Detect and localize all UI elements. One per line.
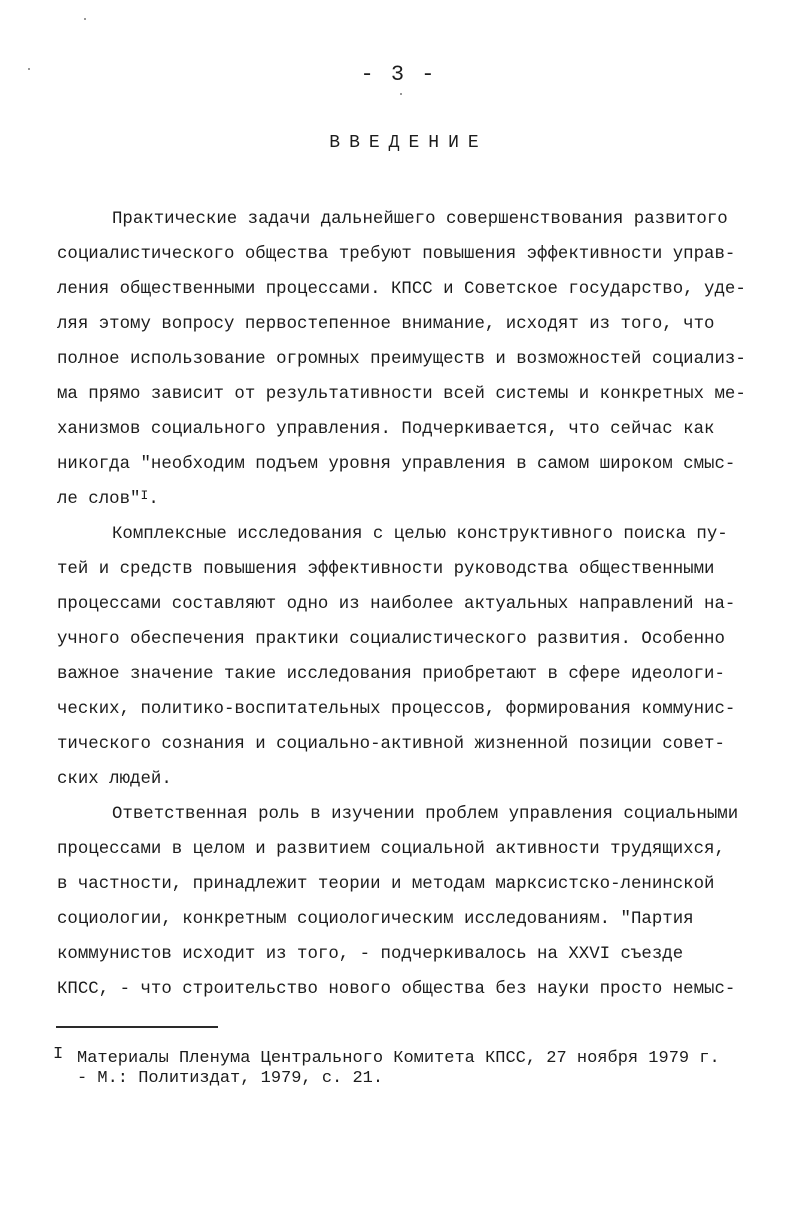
dust-speck: [400, 93, 402, 95]
text-line: никогда "необходим подъем уровня управления в самом широком смыс-: [57, 455, 736, 474]
dust-speck: [84, 18, 86, 20]
body-text: [57, 202, 767, 1007]
text-line: Комплексные исследования с целью конструктивного поиска пу-: [112, 525, 728, 544]
footnote-line: Материалы Пленума Центрального Комитета КПСС, 27 ноября 1979 г.: [77, 1049, 720, 1068]
text-line: ческих, политико-воспитательных процессов, формирования коммунис-: [57, 700, 736, 719]
page-number: - 3 -: [360, 62, 437, 87]
text-line: тей и средств повышения эффективности руководства общественными: [57, 560, 715, 579]
text-line-with-footnote: [57, 482, 767, 517]
text-line: ма прямо зависит от результативности всей системы и конкретных ме-: [57, 385, 746, 404]
text-line: ханизмов социального управления. Подчеркивается, что сейчас как: [57, 420, 715, 439]
text-line: Практические задачи дальнейшего совершенствования развитого: [112, 210, 728, 229]
text-line: учного обеспечения практики социалистического развития. Особенно: [57, 630, 725, 649]
text-line: процессами составляют одно из наиболее актуальных направлений на-: [57, 595, 736, 614]
paragraph-2: [57, 517, 767, 797]
text-line: социалистического общества требуют повышения эффективности управ-: [57, 245, 736, 264]
text-line: тического сознания и социально-активной жизненной позиции совет-: [57, 735, 725, 754]
footnote-line: - М.: Политиздат, 1979, с. 21.: [77, 1069, 384, 1088]
footnote: [53, 1045, 773, 1089]
footnote-reference[interactable]: I: [140, 488, 149, 503]
text-line: КПСС, - что строительство нового общества без науки просто немыс-: [57, 980, 736, 999]
text-line: ления общественными процессами. КПСС и Советское государство, уде-: [57, 280, 746, 299]
text-line: ляя этому вопросу первостепенное внимание, исходят из того, что: [57, 315, 715, 334]
text-line: важное значение такие исследования приобретают в сфере идеологи-: [57, 665, 725, 684]
paragraph-1: [57, 202, 767, 517]
text-line: социологии, конкретным социологическим исследованиям. "Партия: [57, 910, 694, 929]
text-line: полное использование огромных преимуществ и возможностей социализ-: [57, 350, 746, 369]
paragraph-3: [57, 797, 767, 1007]
text-fragment: ле слов": [57, 490, 141, 509]
section-title: ВВЕДЕНИЕ: [329, 133, 488, 153]
text-line: Ответственная роль в изучении проблем управления социальными: [112, 805, 739, 824]
footnote-divider: [56, 1026, 218, 1028]
text-line: процессами в целом и развитием социальной активности трудящихся,: [57, 840, 725, 859]
text-line: в частности, принадлежит теории и методам марксистско-ленинской: [57, 875, 715, 894]
text-fragment: .: [148, 490, 159, 509]
text-line: ских людей.: [57, 770, 172, 789]
footnote-mark: I: [53, 1045, 64, 1064]
text-line: коммунистов исходит из того, - подчеркивалось на XXVI съезде: [57, 945, 684, 964]
